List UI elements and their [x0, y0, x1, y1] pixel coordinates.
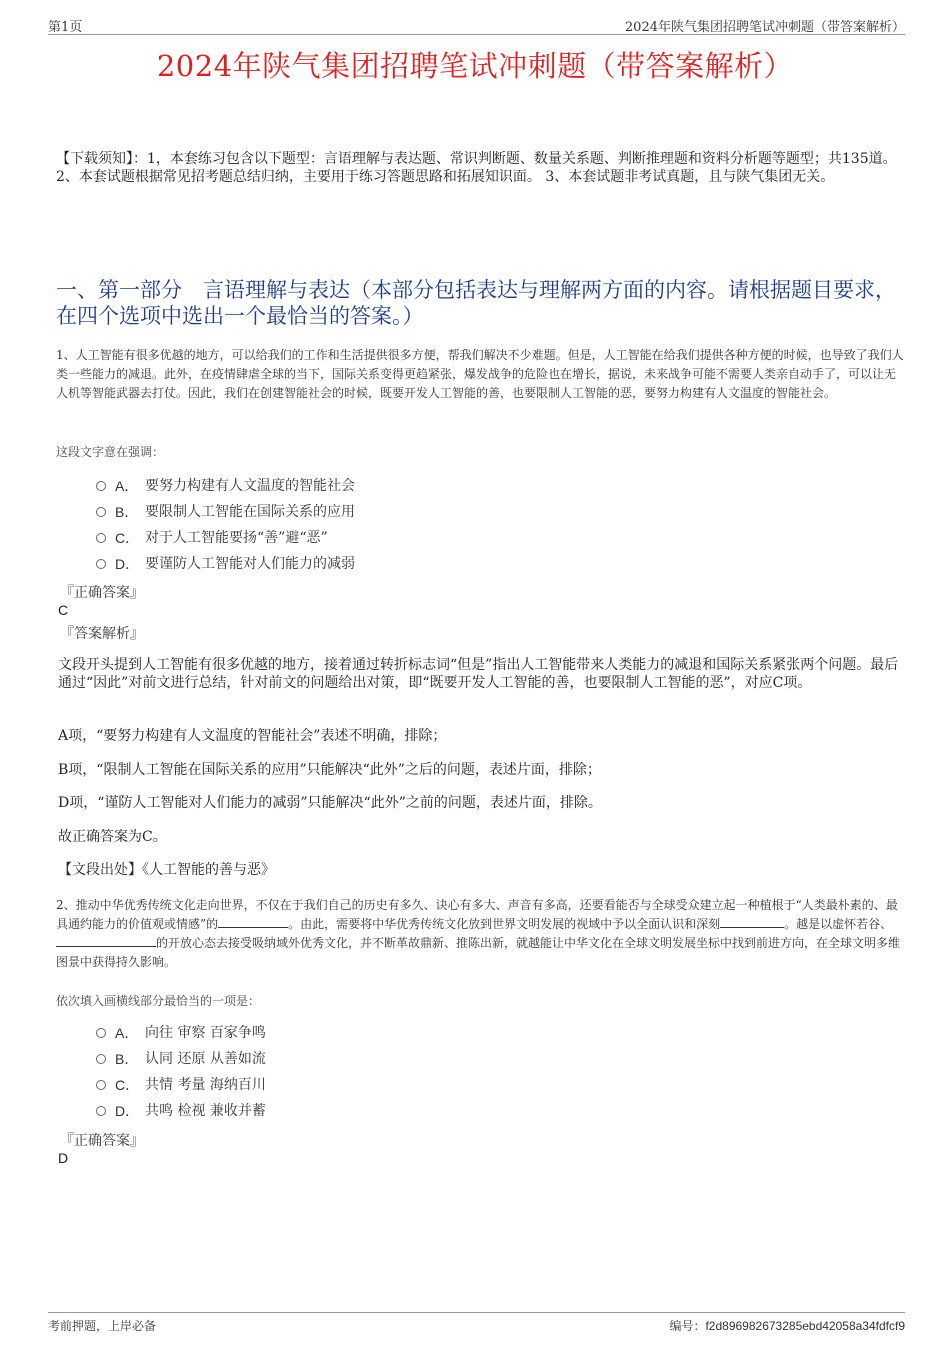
answer-value: D [58, 1150, 69, 1166]
download-notice: 【下载须知】：1，本套练习包含以下题型：言语理解与表达题、常识判断题、数量关系题、判断推理题和资料分析题等题型；共135道。 2、本套试题根据常见招考题总结归纳，主要用于练习答题思路和拓展知识面。 3、本套试题非考试真题，且与陕气集团无关。 [56, 151, 897, 185]
analysis-label: 『答案解析』 [60, 626, 144, 642]
radio-icon[interactable] [96, 481, 106, 491]
analysis-option-a: A项，“要努力构建有人文温度的智能社会”表述不明确，排除； [58, 728, 447, 744]
footer-id: 编号：f2d896982673285ebd42058a34fdfcf9 [669, 1319, 905, 1333]
question-2-prompt: 依次填入画横线部分最恰当的一项是： [56, 994, 261, 1008]
question-2-text: 2、推动中华优秀传统文化走向世界，不仅在于我们自己的历史有多久、诀心有多大、声音有多高，还要看能否与全球受众建立起一种植根于“人类最朴素的、最具通约能力的价值观或情感”的 。由此，需要将中华优秀传统文化放到世界文明发展的视域中予以全面认识和深刻 。越是以虚怀若谷、的开放心态去接受吸纳域外优秀文化，并不断革故鼎新、推陈出新，就越能让中华文化在全球文明发展坐标中找到前进方向，在全球文明多维图景中获得持久影响。 [56, 898, 901, 969]
radio-icon[interactable] [96, 1106, 106, 1116]
fill-blank [56, 934, 156, 947]
option-c[interactable]: C． 对于人工智能要扬“善”避“恶” [96, 525, 355, 551]
answer-value: C [58, 602, 69, 618]
header-doc-title: 2024年陕气集团招聘笔试冲刺题（带答案解析） [624, 20, 905, 35]
analysis-paragraph: 文段开头提到人工智能有很多优越的地方，接着通过转折标志词“但是”指出人工智能带来人类能力的减退和国际关系紧张两个问题。最后通过“因此”对前文进行总结，针对前文的问题给出对策，即“既要开发人工智能的善，也要限制人工智能的恶”，对应C项。 [58, 657, 899, 691]
question-1-options [96, 473, 355, 577]
option-d[interactable]: D． 共鸣 检视 兼收并蓄 [96, 1098, 266, 1124]
section-heading: 一、第一部分 言语理解与表达（本部分包括表达与理解两方面的内容。请根据题目要求，在四个选项中选出一个最恰当的答案。） [56, 278, 896, 328]
question-2-options [96, 1020, 266, 1124]
option-a[interactable]: A． 向往 审察 百家争鸣 [96, 1020, 266, 1046]
radio-icon[interactable] [96, 1028, 106, 1038]
page-footer [48, 1312, 905, 1333]
answer-label: 『正确答案』 [60, 1133, 144, 1149]
page-number: 第1页 [48, 20, 83, 35]
option-d[interactable]: D． 要谨防人工智能对人们能力的减弱 [96, 551, 355, 577]
footer-slogan: 考前押题，上岸必备 [48, 1319, 157, 1333]
option-b[interactable]: B． 要限制人工智能在国际关系的应用 [96, 499, 355, 525]
radio-icon[interactable] [96, 559, 106, 569]
answer-label: 『正确答案』 [60, 585, 144, 601]
radio-icon[interactable] [96, 533, 106, 543]
analysis-conclusion: 故正确答案为C。 [58, 829, 167, 845]
option-b[interactable]: B． 认同 还原 从善如流 [96, 1046, 266, 1072]
analysis-source: 【文段出处】《人工智能的善与恶》 [58, 862, 275, 878]
question-1-text: 1、人工智能有很多优越的地方，可以给我们的工作和生活提供很多方便，帮我们解决不少难题。但是，人工智能在给我们提供各种方便的时候，也导致了我们人类一些能力的减退。此外，在疫情肆虐全球的当下，国际关系变得更趋紧张，爆发战争的危险也在增长，据说，未来战争可能不需要人类亲自动手了，可以让无人机等智能武器去打仗。因此，我们在创建智能社会的时候，既要开发人工智能的善，也要限制人工智能的恶，要努力构建有人文温度的智能社会。 [56, 348, 904, 400]
option-c[interactable]: C． 共情 考量 海纳百川 [96, 1072, 266, 1098]
radio-icon[interactable] [96, 1080, 106, 1090]
radio-icon[interactable] [96, 507, 106, 517]
option-a[interactable]: A． 要努力构建有人文温度的智能社会 [96, 473, 355, 499]
fill-blank [720, 915, 784, 928]
analysis-option-b: B项，“限制人工智能在国际关系的应用”只能解决“此外”之后的问题，表述片面，排除； [58, 762, 601, 778]
fill-blank [218, 915, 288, 928]
page-header [48, 14, 905, 35]
analysis-option-d: D项，“谨防人工智能对人们能力的减弱”只能解决“此外”之前的问题，表述片面，排除。 [58, 795, 602, 811]
question-1-prompt: 这段文字意在强调： [56, 445, 165, 459]
document-title: 2024年陕气集团招聘笔试冲刺题（带答案解析） [156, 49, 794, 83]
radio-icon[interactable] [96, 1054, 106, 1064]
